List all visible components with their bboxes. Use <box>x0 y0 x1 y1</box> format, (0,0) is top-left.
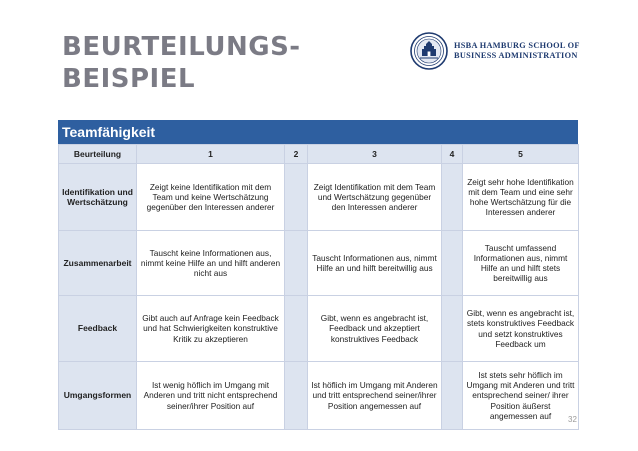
score-2-cell <box>285 164 308 231</box>
score-5-text: Gibt, wenn es angebracht ist, stets konstruktives Feedback und setzt konstruktives Feedback um <box>463 296 579 362</box>
score-2-cell <box>285 362 308 430</box>
score-3-text: Zeigt Identifikation mit dem Team und Wertschätzung gegenüber den Interessen anderer <box>308 164 442 231</box>
score-1-text: Zeigt keine Identifikation mit dem Team und keine Wertschätzung gegenüber den Interessen anderer <box>137 164 285 231</box>
row-label: Zusammenarbeit <box>59 231 137 296</box>
university-seal-icon <box>410 32 448 70</box>
score-5-text: Ist stets sehr höflich im Umgang mit Anderen und tritt entsprechend seiner/ ihrer Position äußerst angemessen auf <box>463 362 579 430</box>
page-number: 32 <box>568 415 577 424</box>
header-criterion: Beurteilung <box>59 145 137 164</box>
title-line-2: BEISPIEL <box>62 64 196 94</box>
score-4-cell <box>442 231 463 296</box>
score-2-cell <box>285 231 308 296</box>
hsba-logo <box>410 32 582 76</box>
evaluation-table <box>58 144 579 430</box>
title-line-1: BEURTEILUNGS- <box>62 32 301 62</box>
header-score-2: 2 <box>285 145 308 164</box>
section-header: Teamfähigkeit <box>58 120 578 144</box>
header-score-1: 1 <box>137 145 285 164</box>
header-score-3: 3 <box>308 145 442 164</box>
score-3-text: Gibt, wenn es angebracht ist, Feedback und akzeptiert konstruktives Feedback <box>308 296 442 362</box>
logo-text <box>454 41 580 61</box>
logo-line-1: HSBA HAMBURG SCHOOL OF <box>454 41 580 50</box>
score-4-cell <box>442 362 463 430</box>
header-score-5: 5 <box>463 145 579 164</box>
table-row <box>59 164 579 231</box>
score-3-text: Ist höflich im Umgang mit Anderen und tritt entsprechend seiner/ihrer Position angemessen auf <box>308 362 442 430</box>
logo-line-2: BUSINESS ADMINISTRATION <box>454 51 578 60</box>
score-5-text: Tauscht umfassend Informationen aus, nimmt Hilfe an und hilft stets bereitwillig aus <box>463 231 579 296</box>
score-3-text: Tauscht Informationen aus, nimmt Hilfe an und hilft bereitwillig aus <box>308 231 442 296</box>
table-row <box>59 296 579 362</box>
row-label: Umgangsformen <box>59 362 137 430</box>
table-row <box>59 231 579 296</box>
header-row <box>59 145 579 164</box>
slide-title <box>62 31 301 95</box>
score-4-cell <box>442 164 463 231</box>
score-1-text: Gibt auch auf Anfrage kein Feedback und hat Schwierigkeiten konstruktive Kritik zu akzeptieren <box>137 296 285 362</box>
score-1-text: Ist wenig höflich im Umgang mit Anderen und tritt nicht entsprechend seiner/ihrer Position auf <box>137 362 285 430</box>
score-1-text: Tauscht keine Informationen aus, nimmt keine Hilfe an und hilft anderen nicht aus <box>137 231 285 296</box>
score-2-cell <box>285 296 308 362</box>
row-label: Feedback <box>59 296 137 362</box>
row-label: Identifikation und Wertschätzung <box>59 164 137 231</box>
table-row <box>59 362 579 430</box>
score-5-text: Zeigt sehr hohe Identifikation mit dem Team und eine sehr hohe Wertschätzung für die Interessen anderer <box>463 164 579 231</box>
score-4-cell <box>442 296 463 362</box>
header-score-4: 4 <box>442 145 463 164</box>
